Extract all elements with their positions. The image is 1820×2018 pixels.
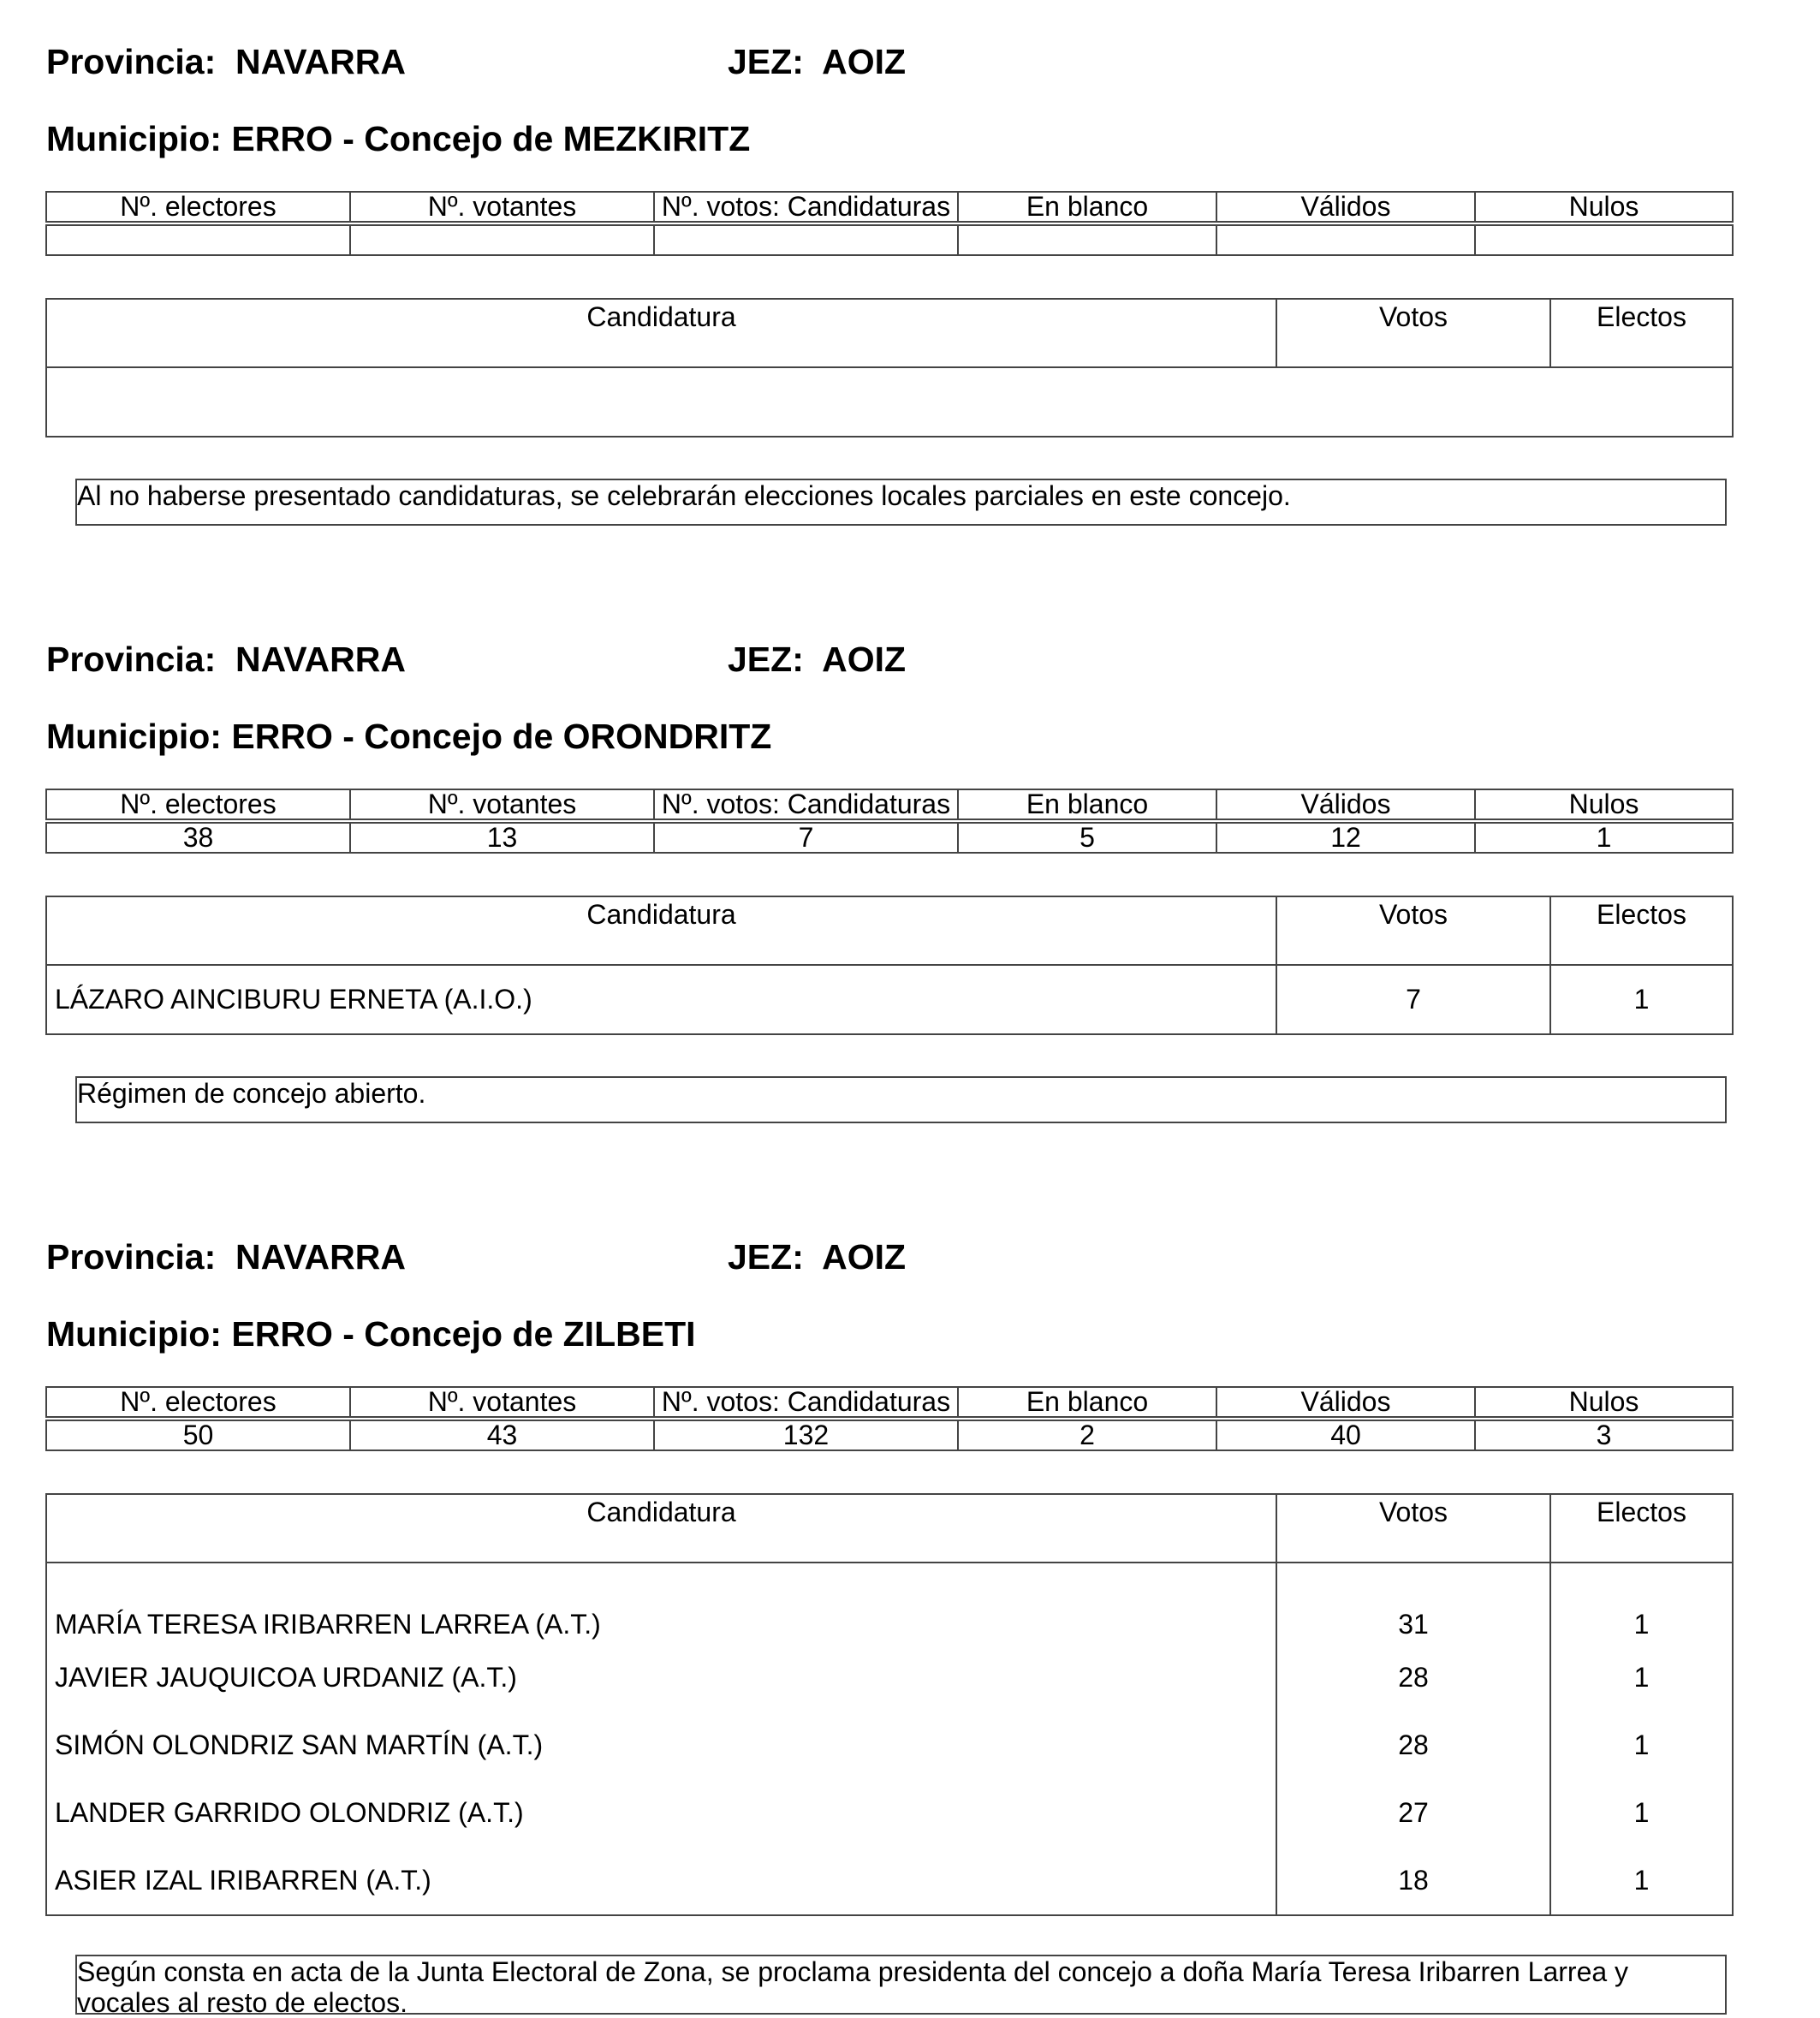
- candidate-name: LÁZARO AINCIBURU ERNETA (A.I.O.): [46, 965, 1276, 1034]
- stats-table: [45, 789, 1734, 854]
- jez-heading: JEZ: AOIZ: [728, 640, 907, 679]
- header-en-blanco: En blanco: [958, 192, 1216, 222]
- provincia-heading: Provincia: NAVARRA: [46, 42, 406, 81]
- value-nulos: 1: [1475, 823, 1733, 853]
- value-votantes: 13: [350, 823, 654, 853]
- candidate-electos: 1: [1550, 965, 1733, 1034]
- stats-value-row: [46, 1420, 1733, 1450]
- header-votantes: Nº. votantes: [350, 192, 654, 222]
- value-votos-candidaturas: 132: [654, 1420, 958, 1450]
- candidate-electos: 1: [1550, 1711, 1733, 1779]
- provincia-heading: Provincia: NAVARRA: [46, 1237, 406, 1277]
- value-votos-candidaturas: [654, 225, 958, 255]
- header-electos: Electos: [1550, 1494, 1733, 1563]
- candidate-name: JAVIER JAUQUICOA URDANIZ (A.T.): [46, 1644, 1276, 1711]
- note-box: Según consta en acta de la Junta Electoral de Zona, se proclama presidenta del concejo a doña María Teresa Iribarren Larrea y vocales al resto de electos.: [75, 1955, 1727, 2015]
- candidates-header-row: [46, 299, 1733, 367]
- value-en-blanco: 2: [958, 1420, 1216, 1450]
- header-electores: Nº. electores: [46, 192, 350, 222]
- candidates-header-row: [46, 1494, 1733, 1563]
- value-votos-candidaturas: 7: [654, 823, 958, 853]
- candidate-name: ASIER IZAL IRIBARREN (A.T.): [46, 1847, 1276, 1915]
- header-en-blanco: En blanco: [958, 789, 1216, 819]
- candidate-row: [46, 1563, 1733, 1644]
- candidate-votos: 28: [1276, 1644, 1550, 1711]
- stats-header-row: [46, 1387, 1733, 1417]
- value-en-blanco: 5: [958, 823, 1216, 853]
- header-validos: Válidos: [1216, 1387, 1475, 1417]
- jez-heading: JEZ: AOIZ: [728, 1237, 907, 1277]
- candidates-table: [45, 896, 1734, 1035]
- header-votos-candidaturas: Nº. votos: Candidaturas: [654, 1387, 958, 1417]
- candidate-electos: 1: [1550, 1563, 1733, 1644]
- header-votos: Votos: [1276, 1494, 1550, 1563]
- value-votantes: [350, 225, 654, 255]
- stats-value-row: [46, 225, 1733, 255]
- header-votos-candidaturas: Nº. votos: Candidaturas: [654, 789, 958, 819]
- candidates-table: [45, 1493, 1734, 1916]
- value-validos: [1216, 225, 1475, 255]
- value-validos: 40: [1216, 1420, 1475, 1450]
- value-validos: 12: [1216, 823, 1475, 853]
- candidates-header-row: [46, 896, 1733, 965]
- jez-heading: JEZ: AOIZ: [728, 42, 907, 81]
- header-votos-candidaturas: Nº. votos: Candidaturas: [654, 192, 958, 222]
- provincia-heading: Provincia: NAVARRA: [46, 640, 406, 679]
- stats-value-row: [46, 823, 1733, 853]
- candidate-votos: 28: [1276, 1711, 1550, 1779]
- value-electores: [46, 225, 350, 255]
- value-electores: 38: [46, 823, 350, 853]
- section-orondritz: [0, 598, 1820, 1197]
- candidates-table: [45, 298, 1734, 438]
- value-en-blanco: [958, 225, 1216, 255]
- header-votos: Votos: [1276, 299, 1550, 367]
- value-nulos: [1475, 225, 1733, 255]
- header-candidatura: Candidatura: [46, 1494, 1276, 1563]
- candidate-votos: 31: [1276, 1563, 1550, 1644]
- header-votos: Votos: [1276, 896, 1550, 965]
- municipio-heading: Municipio: ERRO - Concejo de ORONDRITZ: [46, 717, 772, 756]
- candidate-electos: 1: [1550, 1847, 1733, 1915]
- value-nulos: 3: [1475, 1420, 1733, 1450]
- header-nulos: Nulos: [1475, 789, 1733, 819]
- candidate-row: [46, 1779, 1733, 1847]
- header-nulos: Nulos: [1475, 192, 1733, 222]
- candidate-row: [46, 965, 1733, 1034]
- value-electores: 50: [46, 1420, 350, 1450]
- value-votantes: 43: [350, 1420, 654, 1450]
- section-zilbeti: [0, 1195, 1820, 2018]
- candidate-electos: 1: [1550, 1779, 1733, 1847]
- header-votantes: Nº. votantes: [350, 789, 654, 819]
- header-electos: Electos: [1550, 896, 1733, 965]
- municipio-heading: Municipio: ERRO - Concejo de MEZKIRITZ: [46, 119, 751, 158]
- candidate-votos: 27: [1276, 1779, 1550, 1847]
- header-validos: Válidos: [1216, 789, 1475, 819]
- candidate-electos: 1: [1550, 1644, 1733, 1711]
- candidate-votos: 7: [1276, 965, 1550, 1034]
- header-nulos: Nulos: [1475, 1387, 1733, 1417]
- header-en-blanco: En blanco: [958, 1387, 1216, 1417]
- note-box: Al no haberse presentado candidaturas, se celebrarán elecciones locales parciales en este concejo.: [75, 479, 1727, 526]
- header-electores: Nº. electores: [46, 789, 350, 819]
- stats-header-row: [46, 192, 1733, 222]
- header-electos: Electos: [1550, 299, 1733, 367]
- candidate-row: [46, 1711, 1733, 1779]
- candidate-votos: 18: [1276, 1847, 1550, 1915]
- candidate-row: [46, 1644, 1733, 1711]
- candidate-name: LANDER GARRIDO OLONDRIZ (A.T.): [46, 1779, 1276, 1847]
- note-box: Régimen de concejo abierto.: [75, 1076, 1727, 1123]
- candidate-name: SIMÓN OLONDRIZ SAN MARTÍN (A.T.): [46, 1711, 1276, 1779]
- empty-candidate-row: [46, 367, 1733, 437]
- header-validos: Válidos: [1216, 192, 1475, 222]
- header-candidatura: Candidatura: [46, 299, 1276, 367]
- municipio-heading: Municipio: ERRO - Concejo de ZILBETI: [46, 1314, 696, 1354]
- stats-header-row: [46, 789, 1733, 819]
- stats-table: [45, 1386, 1734, 1451]
- stats-table: [45, 191, 1734, 256]
- header-votantes: Nº. votantes: [350, 1387, 654, 1417]
- section-mezkiritz: [0, 0, 1820, 599]
- candidate-name: MARÍA TERESA IRIBARREN LARREA (A.T.): [46, 1563, 1276, 1644]
- candidate-row: [46, 1847, 1733, 1915]
- header-electores: Nº. electores: [46, 1387, 350, 1417]
- header-candidatura: Candidatura: [46, 896, 1276, 965]
